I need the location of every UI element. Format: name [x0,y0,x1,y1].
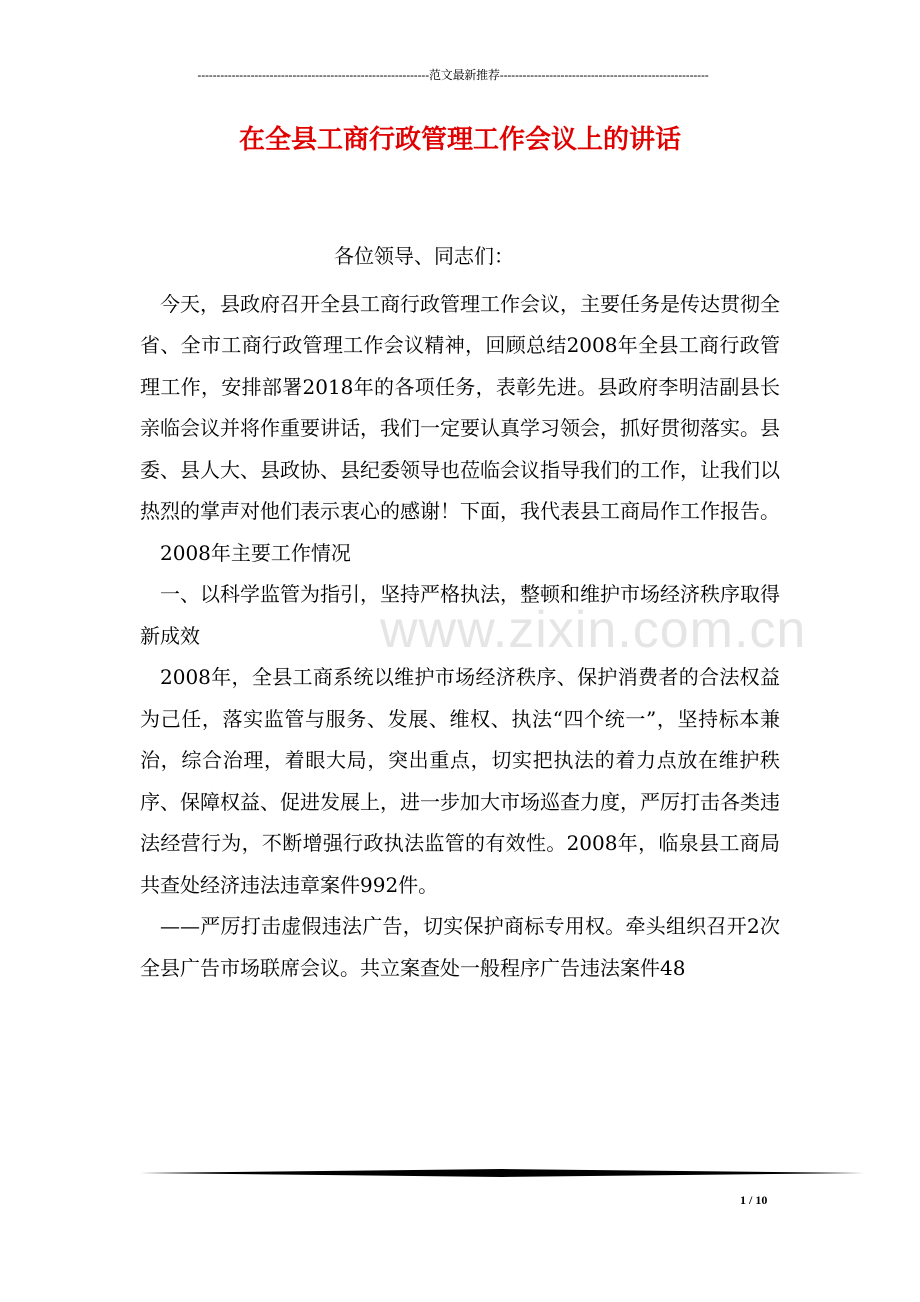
page-header: -------------------------------------------------------------范文最新推荐------------------------------------------------------- [197,68,709,82]
paragraph-summary: 2008年，全县工商系统以维护市场经济秩序、保护消费者的合法权益为己任，落实监管与服务、发展、维权、执法“四个统一”，坚持标本兼治，综合治理，着眼大局，突出重点，切实把执法的着力点放在维护秩序、保障权益、促进发展上，进一步加大市场巡查力度，严厉打击各类违法经营行为，不断增强行政执法监管的有效性。2008年，临泉县工商局共查处经济违法违章案件992件。 [140,665,780,897]
salutation: 各位领导、同志们： [334,244,514,268]
paragraph-intro: 今天，县政府召开全县工商行政管理工作会议，主要任务是传达贯彻全省、全市工商行政管理工作会议精神，回顾总结2008年全县工商行政管理工作，安排部署2018年的各项任务，表彰先进。县政府李明洁副县长亲临会议并将作重要讲话，我们一定要认真学习领会，抓好贯彻落实。县委、县人大、县政协、县纪委领导也莅临会议指导我们的工作，让我们以热烈的掌声对他们表示衷心的感谢！下面，我代表县工商局作工作报告。 [140,291,780,523]
document-body [140,236,780,989]
subsection-heading: 一、以科学监管为指引，坚持严格执法，整顿和维护市场经济秩序取得新成效 [140,582,780,648]
watermark: www.zixin.com.cn [380,601,807,659]
section-heading: 2008年主要工作情况 [160,540,351,565]
document-title: 在全县工商行政管理工作会议上的讲话 [238,125,681,155]
page-number: 1 / 10 [740,1193,768,1207]
footer-rule [140,1169,864,1177]
paragraph-advertising: ——严厉打击虚假违法广告，切实保护商标专用权。牵头组织召开2次全县广告市场联席会议。共立案查处一般程序广告违法案件48 [140,914,780,980]
